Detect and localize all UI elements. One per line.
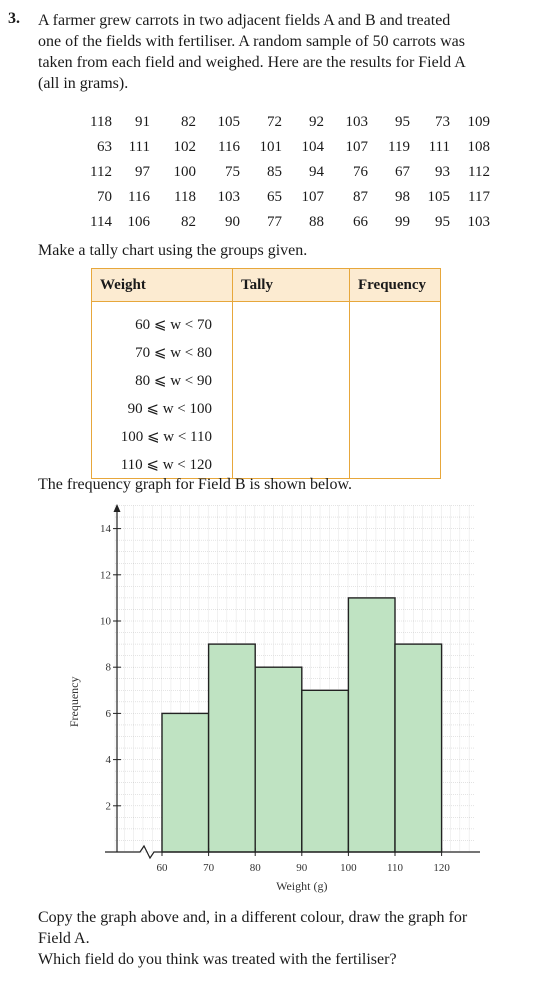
data-row xyxy=(78,185,490,210)
frequency-cell xyxy=(350,302,441,339)
data-value: 103 xyxy=(217,189,240,205)
x-tick-label: 120 xyxy=(433,862,450,874)
data-value: 88 xyxy=(309,214,324,230)
data-value: 91 xyxy=(135,114,150,130)
tally-cell xyxy=(233,450,350,479)
frequency-cell xyxy=(350,394,441,422)
frequency-cell xyxy=(350,422,441,450)
y-tick-label: 4 xyxy=(105,754,111,767)
tally-header: Tally xyxy=(233,269,350,302)
weight-header: Weight xyxy=(92,269,233,302)
data-value: 108 xyxy=(467,139,490,155)
data-value: 73 xyxy=(435,114,450,130)
frequency-header: Frequency xyxy=(350,269,441,302)
x-tick-label: 110 xyxy=(386,862,404,874)
data-value: 77 xyxy=(267,214,282,230)
closing-line: Which field do you think was treated with the fertiliser? xyxy=(38,951,397,968)
histogram-bar xyxy=(348,598,395,852)
frequency-cell xyxy=(350,366,441,394)
tally-table xyxy=(91,268,441,479)
x-axis-label: Weight (g) xyxy=(276,879,328,893)
intro-line: A farmer grew carrots in two adjacent fields A and B and treated xyxy=(38,12,451,29)
tally-cell xyxy=(233,422,350,450)
field-a-raw-data xyxy=(78,110,490,235)
intro-line: one of the fields with fertiliser. A random sample of 50 carrots was xyxy=(38,33,466,50)
weight-group: 110 ⩽ w < 120 xyxy=(120,456,212,473)
histogram-bar xyxy=(395,644,442,852)
data-value: 111 xyxy=(428,139,450,155)
x-tick-label: 100 xyxy=(340,862,357,874)
data-value: 67 xyxy=(395,164,410,180)
field-b-frequency-graph xyxy=(60,500,480,898)
data-value: 72 xyxy=(267,114,282,130)
data-value: 107 xyxy=(345,139,368,155)
table-row xyxy=(92,450,441,479)
data-value: 82 xyxy=(181,214,196,230)
question-closing xyxy=(38,907,526,970)
data-value: 111 xyxy=(128,139,150,155)
intro-line: taken from each field and weighed. Here are the results for Field A xyxy=(38,54,466,71)
data-value: 105 xyxy=(217,114,240,130)
y-tick-label: 6 xyxy=(105,707,111,720)
data-value: 118 xyxy=(90,114,112,130)
y-axis-label: Frequency xyxy=(67,676,81,728)
closing-line: Copy the graph above and, in a different colour, draw the graph for xyxy=(38,909,468,926)
data-value: 118 xyxy=(174,189,196,205)
table-row xyxy=(92,338,441,366)
y-tick-label: 8 xyxy=(105,661,111,674)
data-value: 82 xyxy=(181,114,196,130)
tally-cell xyxy=(233,338,350,366)
histogram-bar xyxy=(255,667,302,852)
tally-cell xyxy=(233,366,350,394)
x-tick-label: 70 xyxy=(203,862,215,874)
table-row xyxy=(92,302,441,339)
data-value: 106 xyxy=(127,214,150,230)
data-value: 66 xyxy=(353,214,368,230)
data-value: 95 xyxy=(435,214,450,230)
weight-group: 60 ⩽ w < 70 xyxy=(135,316,212,333)
data-value: 117 xyxy=(468,189,490,205)
data-value: 70 xyxy=(97,189,112,205)
data-row xyxy=(78,160,490,185)
y-axis-arrow xyxy=(114,504,121,512)
data-value: 119 xyxy=(388,139,410,155)
y-tick-label: 10 xyxy=(100,615,111,628)
data-value: 109 xyxy=(467,114,490,130)
data-value: 107 xyxy=(301,189,324,205)
graph-intro: The frequency graph for Field B is shown below. xyxy=(38,476,352,493)
x-tick-label: 90 xyxy=(296,862,308,874)
data-value: 92 xyxy=(309,114,324,130)
data-value: 102 xyxy=(173,139,196,155)
data-value: 105 xyxy=(427,189,450,205)
data-value: 75 xyxy=(225,164,240,180)
data-value: 103 xyxy=(467,214,490,230)
data-value: 112 xyxy=(468,164,490,180)
tally-instruction: Make a tally chart using the groups given. xyxy=(38,242,308,259)
data-value: 65 xyxy=(267,189,282,205)
x-tick-label: 60 xyxy=(156,862,168,874)
weight-group: 100 ⩽ w < 110 xyxy=(120,428,212,445)
weight-group: 90 ⩽ w < 100 xyxy=(127,400,212,417)
data-value: 76 xyxy=(353,164,368,180)
y-tick-label: 12 xyxy=(100,569,111,582)
data-value: 116 xyxy=(218,139,240,155)
data-value: 95 xyxy=(395,114,410,130)
data-value: 98 xyxy=(395,189,410,205)
tally-cell xyxy=(233,302,350,339)
data-value: 104 xyxy=(301,139,324,155)
data-value: 63 xyxy=(97,139,112,155)
data-row xyxy=(78,135,490,160)
y-tick-label: 14 xyxy=(100,523,111,536)
table-row xyxy=(92,422,441,450)
data-value: 85 xyxy=(267,164,282,180)
x-tick-label: 80 xyxy=(249,862,261,874)
data-value: 101 xyxy=(259,139,282,155)
histogram-bar xyxy=(162,713,209,852)
question-intro xyxy=(38,10,526,94)
data-value: 99 xyxy=(395,214,410,230)
data-value: 116 xyxy=(128,189,150,205)
data-value: 94 xyxy=(309,164,324,180)
y-tick-label: 2 xyxy=(105,800,111,813)
histogram-bar xyxy=(302,690,349,852)
table-row xyxy=(92,394,441,422)
data-value: 87 xyxy=(353,189,368,205)
data-value: 93 xyxy=(435,164,450,180)
data-value: 90 xyxy=(225,214,240,230)
data-row xyxy=(78,210,490,235)
frequency-cell xyxy=(350,338,441,366)
closing-line: Field A. xyxy=(38,930,90,947)
table-row xyxy=(92,366,441,394)
data-value: 112 xyxy=(90,164,112,180)
weight-group: 80 ⩽ w < 90 xyxy=(135,372,212,389)
data-value: 100 xyxy=(173,164,196,180)
data-value: 103 xyxy=(345,114,368,130)
data-value: 97 xyxy=(135,164,150,180)
weight-group: 70 ⩽ w < 80 xyxy=(135,344,212,361)
histogram-bar xyxy=(209,644,256,852)
frequency-cell xyxy=(350,450,441,479)
data-value: 114 xyxy=(90,214,112,230)
intro-line: (all in grams). xyxy=(38,75,129,92)
data-row xyxy=(78,110,490,135)
question-number: 3. xyxy=(8,10,20,27)
tally-cell xyxy=(233,394,350,422)
